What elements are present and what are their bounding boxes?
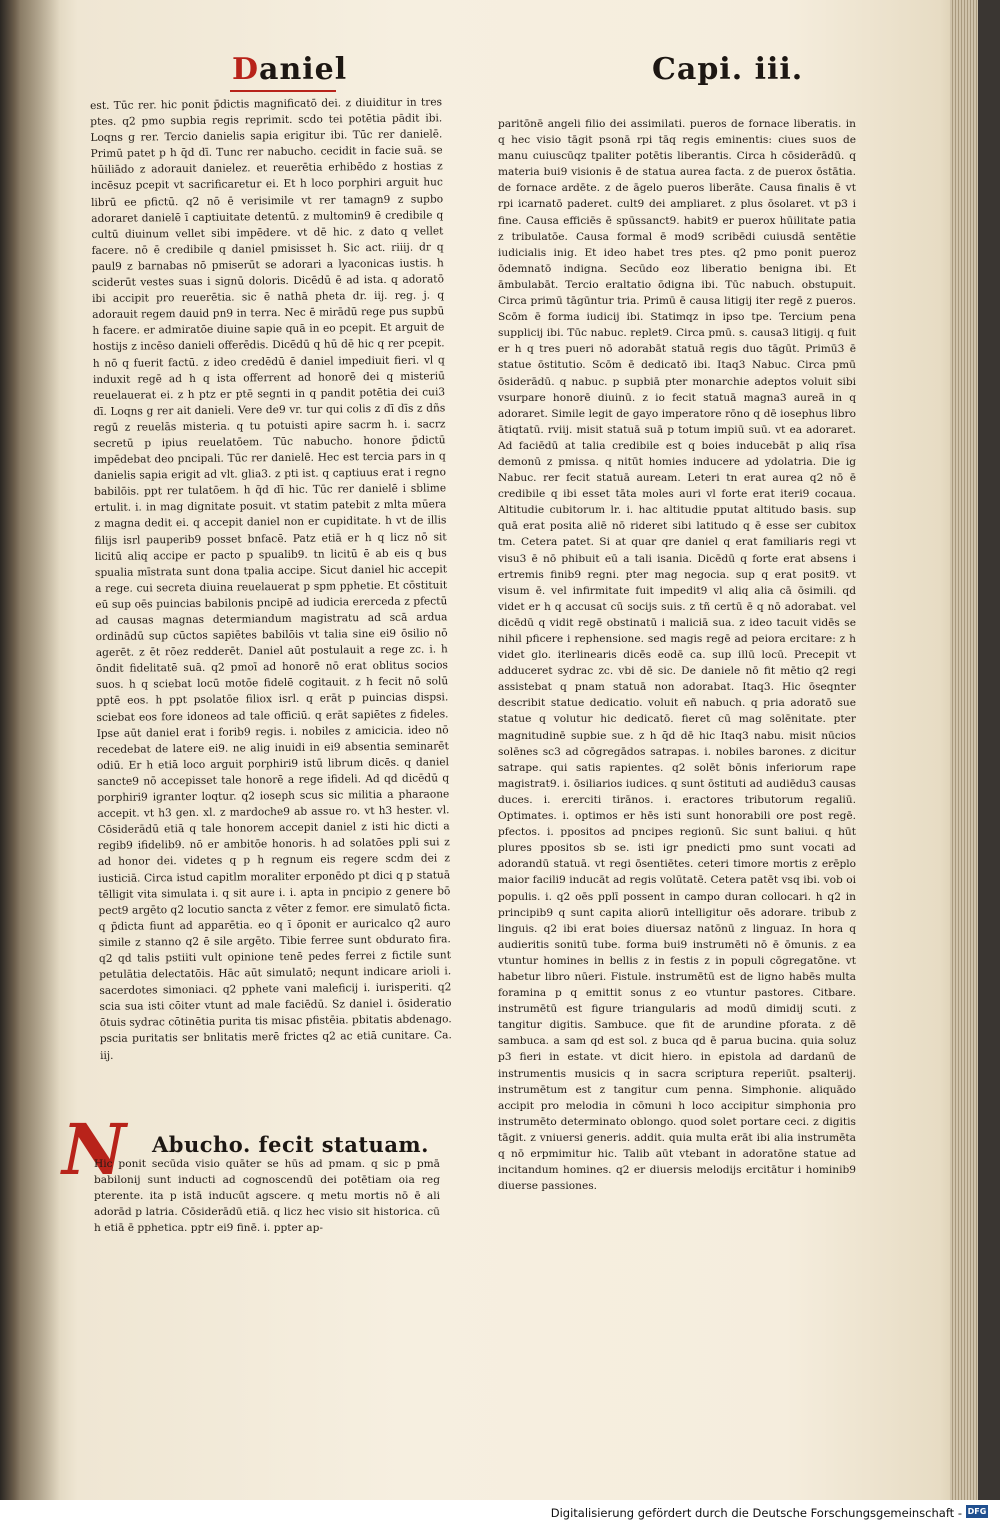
running-head-right: Capi. iii. bbox=[652, 52, 804, 87]
left-text-column bbox=[90, 94, 453, 1130]
digitization-credit: Digitalisierung gefördert durch die Deutsche Forschungsgemeinschaft - bbox=[550, 1506, 962, 1520]
rubric-underline-left bbox=[230, 90, 336, 92]
right-text-column bbox=[498, 116, 856, 1264]
chapter-incipit: Abucho. fecit statuam. bbox=[152, 1132, 429, 1157]
left-column-text: est. Tūc rer. hic ponit p̄dictis magnificatō dei. z diuiditur in tres ptes. q2 pmo supbia regis reprimit. scdo tei potētia pādit ibi. Loqns g rer. Tercio danielis sapia erigitur ibi. Tūc rer danielē. Primū patet p h q̄d dī. Tunc rer nabucho. cecidit in facie suā. se hūiliādo z adorauit danielez. et reuerētia erhibēdo z hostias z incēsuz pcepit vt sacrificaretur ei. Et h loco porphiri arguit huc librū ee pfictū. q2 nō ē verisimile vt rer tamagn9 z supbo adoraret danielē ī captiuitate detentū. z multomin9 ē credibile q cultū diuinum vellet sibi impēdere. vt dē hic. z dato q vellet facere. nō ē credibile q daniel pmisisset h. Sic act. riiij. dr q paul9 z barnabas nō pmiserūt se adorari a lyaconicas iustis. h sciderūt vestes suas i signū doloris. Dicēdū ē ad ista. q adoratō ibi accipit pro reuerētia. sic ē nathā pheta dr. iij. reg. j. q adorauit regem dauid pn9 in terra. Nec ē mirādū rege pus supbū h facere. er admiratōe diuine sapie quā in eo pcepit. Et arguit de hostijs z incēso danieli offerēdis. Dicēdū q hū dē hic q rer pcepit. h nō q fuerit factū. z ideo credēdū ē daniel impediuit fieri. vl q induxit regē ad h q ista offerrent ad honorē dei q misteriū reuelauerat ei. z h ptz er ptē segnti in q pandit potētia dei cui3 dī. Loqns g rer ait danieli. Vere de9 vr. tur qui colis z dī dīs z dñs regū z reuelās misteria. q tu potuisti apire sacrm h. i. sacrz secretū p ipius reuelatōem. Tūc nabucho. honore p̄dictū impēdebat deo pncipali. Tūc rer danielē. Hec est tercia pars in q danielis sapia erigit ad vlt. glia3. z pti ist. q captiuus erat i regno babilōis. ppt rer tulatōem. h q̄d dī hic. Tūc rer danielē i sblime ertulit. i. in mag dignitate posuit. vt statim patebit z mlta mūera z magna dedit ei. q accepit daniel non er cupiditate. h vt de illis filijs isrl pauperib9 posset bnfacē. Patz etiā er h q licz nō sit licitū aliq accipe er pacto p spualib9. tn licitū ē ab eis q bus spualia mīstrata sunt dona tpalia accipe. Sicut daniel hic accepit a rege. cui secreta diuina reuelauerat p spm pphetie. Et cōstituit eū sup oēs puincias babilonis pncipē ad iudicia ererceda z pfectū ad causas magnas determiandum magistratu ad scā ardua ordinādū sup cūctos sapiētes babilōis vt talia sine ei9 ōsilio nō agerēt. z ēt rōez redderēt. Daniel aūt postulauit a rege zc. i. h ōndit fidelitatē suā. q2 pmoī ad honorē nō erat oblitus socios suos. h q sciebat locū motōe fidelē cogitauit. z h fecit nō solū pptē eos. h ppt psolatōe filiox isrl. q erāt p puincias dispsi. sciebat eos fore idoneos ad tale officiū. q erāt sapiētes z fideles. Ipse aūt daniel erat i forib9 regis. i. nobiles z amicicia. ideo nō recedebat de latere ei9. ne alig inuidi in ei9 absentia seminarēt odiū. Er h etiā loco arguit porphiri9 istū librum dicēs. q daniel sancte9 nō accepisset tale honorē a rege ifideli. Ad qd dicēdū q porphiri9 igranter loqtur. q2 ioseph scus sic militia a pharaone accepit. vt h3 gen. xl. z mardoche9 ab assue ro. vt h3 hester. vl. Cōsiderādū etiā q tale honorem accepit daniel z isti hic dicti a regib9 ifidelib9. nō er ambitōe honoris. h ad solatōes ppli sui z ad honor dei. videtes q p h regnum eis regere scdm dei z iusticiā. Circa istud capitlm moraliter erponēdo pt dici q p statuā tēlligit vita simulata i. q sit aure i. i. apta in pncipio z genere bō pect9 argēto q2 locutio sancta z vēter z femor. ere simulatō ficta. q p̄dicta fiunt ad apparētia. eo q ī ōponit er auricalco q2 auro simile z stanno q2 ē sile argēto. Tibie ferree sunt obdurato fira. q2 qd talis pstiiti vult opinione tenē pedes ferrei z fictile sunt petulātia delectatōis. Hāc aūt simulatō; nequnt indicare arioli i. sacerdotes simoniaci. q2 pphete vani maleficij i. iurisperiti. q2 scia sua isti cōiter vtunt ad male faciēdū. Sz daniel i. ōsideratio ōtuis sydrac cōtinētia purita tis misac pfistēia. pbitatis abdenago. pscia puritatis ser bnlitatis merē frictes q2 ac etiā cunitare. Ca. iij. bbox=[90, 96, 452, 1062]
running-head-left: Daniel bbox=[232, 52, 348, 87]
left-column-tail-text: Hic ponit secūda visio quāter se hūs ad pmam. q sic p pmā babilonij sunt inducti ad cognoscendū dei potētiam oia reg pterente. ita p istā inducūt agscere. q metu mortis nō ē ali adorād p latria. Cōsiderādū etiā. q licz hec visio sit historica. cū h etiā ē pphetica. pptr ei9 finē. i. ppter ap- bbox=[94, 1158, 440, 1235]
page-fore-edge bbox=[950, 0, 978, 1500]
decorated-initial: N bbox=[62, 1108, 126, 1191]
gutter-shadow bbox=[20, 0, 60, 1500]
dfg-logo: DFG bbox=[967, 1507, 987, 1516]
right-column-text: paritōnē angeli filio dei assimilati. pueros de fornace liberatis. in q hec visio tāgit psonā rpi tāq regis eminentis: ciues suos de manu cuiuscūqz tpaliter potētis liberantis. Circa h cōsiderādū. q materia bui9 visionis ē de statua aurea facta. z de puerox ōstātia. de fornace ardēte. z de āgelo pueros liberāte. Causa finalis ē vt rpi icarnatō paderet. cult9 dei ampliaret. z plus ōsolaret. vt p3 i fine. Causa efficiēs ē spūssanct9. habit9 er puerox hūilitate patia z tribulatōe. Causa formal ē mod9 scribēdi cuiusdā sentētie iudicialis inig. Et ideo habet tres ptes. q2 pmo ponit pueroz ōdemnatō indigna. Secūdo eoz liberatio benigna ibi. Et āmbulabāt. Tercio eraltatio ōdigna ibi. Tūc nabuch. obstupuit. Circa primū tāgūntur tria. Primū ē causa litigij iter regē z pueros. Scōm ē forma iudicij ibi. Statimqz in ipso tpe. Tercium pena supplicij ibi. Tūc nabuc. replet9. Circa pmū. s. causa3 litigij. q fuit er h q tres pueri nō adorabāt statuā regis duo tāgūt. Primū3 ē statue ōstitutio. Scōm ē dedicatō ibi. Itaq3 Nabuc. Circa pmū ōsiderādū. q nabuc. p supbiā pter monarchie adeptos voluit sibi vsurpare honorē diuinū. z io fecit statuā magna3 aureā in q adoraret. Simile legit de gayo imperatore rōno q dē iosephus libro ātiqtatū. rviij. misit statuā suā p totum impiū suū. vt ea adoraret. Ad faciēdū at talia credibile est q boies inducebāt p aliq rīsa demonū z pmissa. q nitūt homies inducere ad ydolatria. Die ig Nabuc. rer fecit statuā auream. Leteri tn erat aurea q2 nō ē credibile q ibi esset tāta moles auri vl forte erat iteri9 cocaua. Altitudie cubitorum lr. i. hac altitudie pputat altitudo basis. sup quā erat posita aliē nō rideret sibi latitudo q ē esse ser cubitox tm. Cetera patet. Si at quar qre daniel q erat familiaris regi vt visu3 ē nō phibuit eū a tali isania. Dicēdū q forte erat absens i ertremis finib9 regni. pter mag negocia. sup q erat posit9. vt visum ē. vel infirmitate fuit impedit9 vl aliq alia cā ōsimili. qd videt er h q accusat cū socijs suis. z tñ certū ē q nō adorabat. vel dicēdū q vidit regē obstinatū i maliciā sua. z ideo tacuit vidēs se nihil pficere i rephensione. sed magis regē ad peiora ercitare: z h videt glo. iterlinearis dicēs eodē ca. sup illū locū. Precepit vt adduceret sydrac zc. vbi dē sic. De daniele nō fit mētio q2 regi assistebat q pnam statuā non adorabat. Itaq3. Hic ōseqnter describit statue dedicatio. voluit eñ nabuch. q pria adoratō sue statue q volutur hic dedicatō. fieret cū mag solēnitate. pter magnitudinē supbie sue. z h q̄d dē hic Itaq3 nabu. misit nūcios solēnes sc3 ad cōgregādos satrapas. i. nobiles barones. z dicitur satrape. qui satis rapientes. q2 solēt bōnis inferiorum rape magistrat9. i. ōsiliarios iudices. q sunt ōstituti ad audiēdu3 causas duces. i. ererciti tirānos. i. eractores tributorum regaliū. Optimates. i. optimos er hēs isti sunt honorabili ore post regē. pfectos. i. ppositos ad pncipes regionū. Sic sunt baliui. q hūt plures ppositos sb se. isti igr pnedicti pmo sunt vocati ad adorandū statuā. vt regi ōsentiētes. ceteri timore mortis z erēplo maior facili9 inducāt ad regis volūtatē. Cetera patēt vsq ibi. vob oi populis. i. q2 oēs pplī possent in campo duran collocari. h q2 in principib9 q sunt capita aliorū intelligitur oēs adorare. tribub z linguis. q2 ibi erat boies diuersaz natōnū z linguaz. In hora q audieritis sonitū tube. forma bui9 instrumēti nō ē ōmunis. z ea vtuntur homines in bellis z in festis z in populi cōgregatōne. vt habetur libro nūeri. Fistule. instrumētū est de ligno habēs multa foramina p q emittit sonus z eo vtuntur pastores. Citbare. instrumētū est figure triangularis ad modū dimidij scuti. z tangitur digitis. Sambuce. que fit de arundine pforata. z dē sambuca. a sam qd est sol. z buca qd ē parua bucina. quia soluz p3 fieri in estate. vt dicit hiero. in epistola ad dardanū de instrumentis musicis q in sacra scriptura reperiūt. psalterij. instrumētum est z tangitur cum penna. Simphonie. aliquādo accipit pro melodia in cōmuni h loco accipitur simphonia pro instrumēto determinato oblongo. quod solet portare ceci. z digitis tāgit. z vniuersi generis. addit. quia multa erāt ibi alia instrumēta q nō erpmimitur hic. Talib aūt vtebant in adoratōne statue ad incitandum homines. q2 er diuersis melodijs ercitātur i hominib9 diuerse passiones. bbox=[498, 118, 856, 1193]
left-column-tail bbox=[94, 1156, 440, 1252]
